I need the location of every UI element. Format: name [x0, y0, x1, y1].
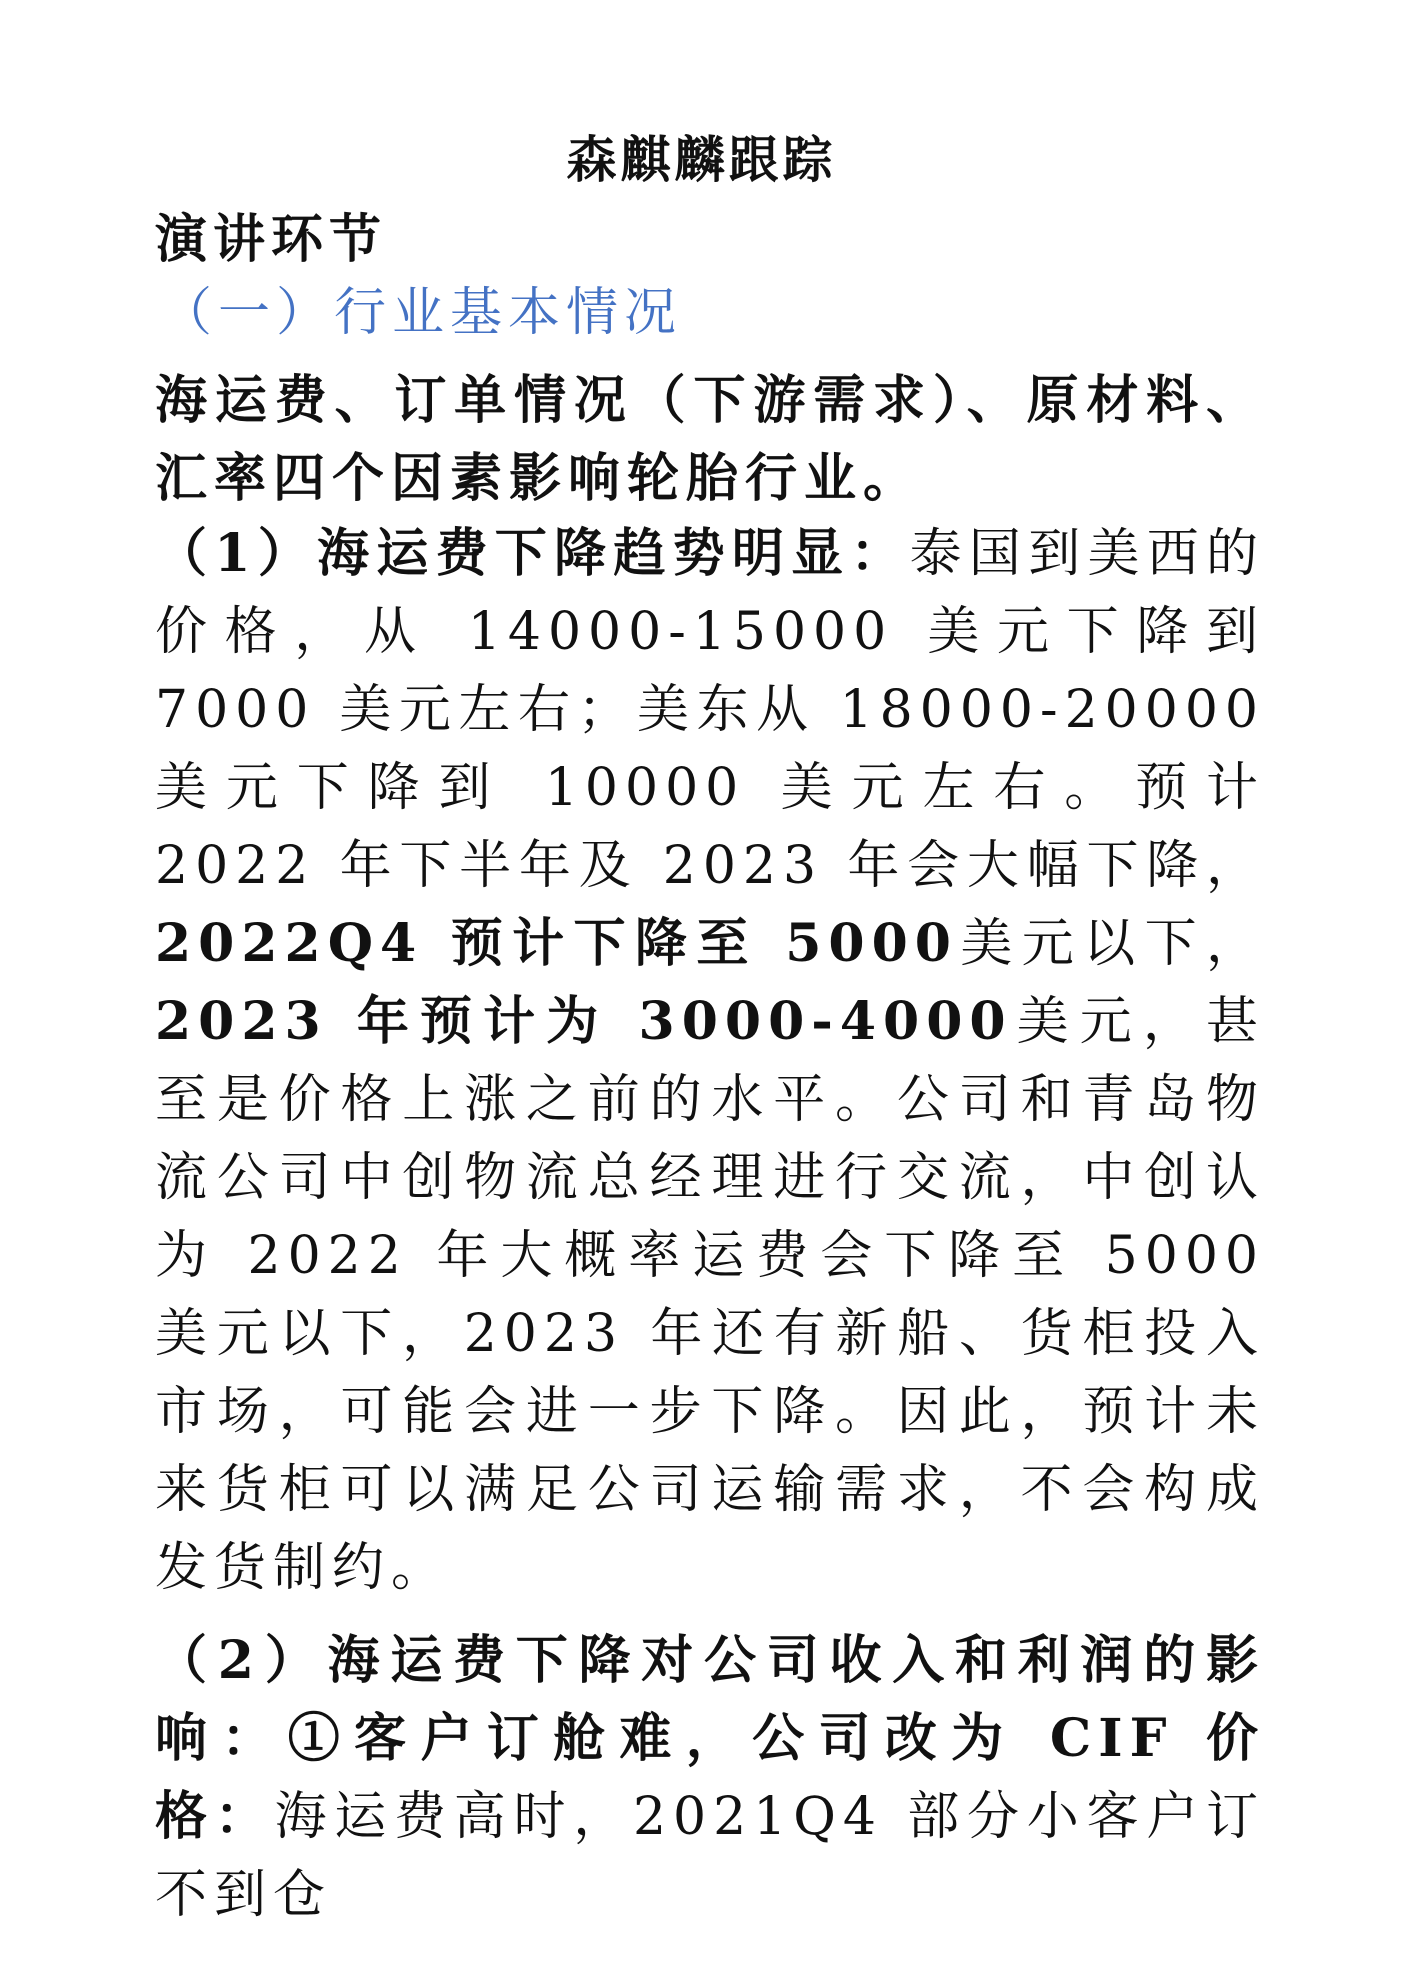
document-title: 森麒麟跟踪 — [566, 130, 837, 189]
point-1-label: （1）海运费下降趋势明显： — [155, 523, 910, 584]
section-heading: 演讲环节 — [155, 209, 388, 270]
intro-paragraph: 海运费、订单情况（下游需求）、原材料、汇率四个因素影响轮胎行业。 — [155, 370, 1265, 509]
point-2-text: 海运费高时，2021Q4 部分小客户订不到仓 — [155, 1787, 1265, 1925]
point-1-text-e: 美元，甚至是价格上涨之前的水平。公司和青岛物流公司中创物流总经理进行交流，中创认为 2022 年大概率运费会下降至 5000 美元以下，2023 年还有新船、货柜投入市场，可能会进一步下降。因此，预计未来货柜可以满足公司运输需求，不会构成发货制约。 — [155, 992, 1265, 1598]
point-2-label: （2）海运费下降对公司收入和利润的影响：①客户订舱难，公司改为 CIF 价格： — [155, 1630, 1265, 1847]
point-1-text-b: 2022Q4 预计下降至 5000 — [155, 913, 958, 974]
point-1-paragraph — [155, 515, 1265, 1607]
point-1-text-c: 美元以下， — [957, 914, 1265, 974]
sub-heading: （一）行业基本情况 — [160, 283, 683, 343]
point-1-text-a: 泰国到美西的价格，从 14000-15000 美元下降到 7000 美元左右；美东从 18000-20000 美元下降到 10000 美元左右。预计 2022 年下半年及 2023 年会大幅下降， — [155, 524, 1265, 896]
point-2-paragraph — [155, 1622, 1265, 1934]
point-1-text-d: 2023 年预计为 3000-4000 — [155, 991, 1013, 1052]
